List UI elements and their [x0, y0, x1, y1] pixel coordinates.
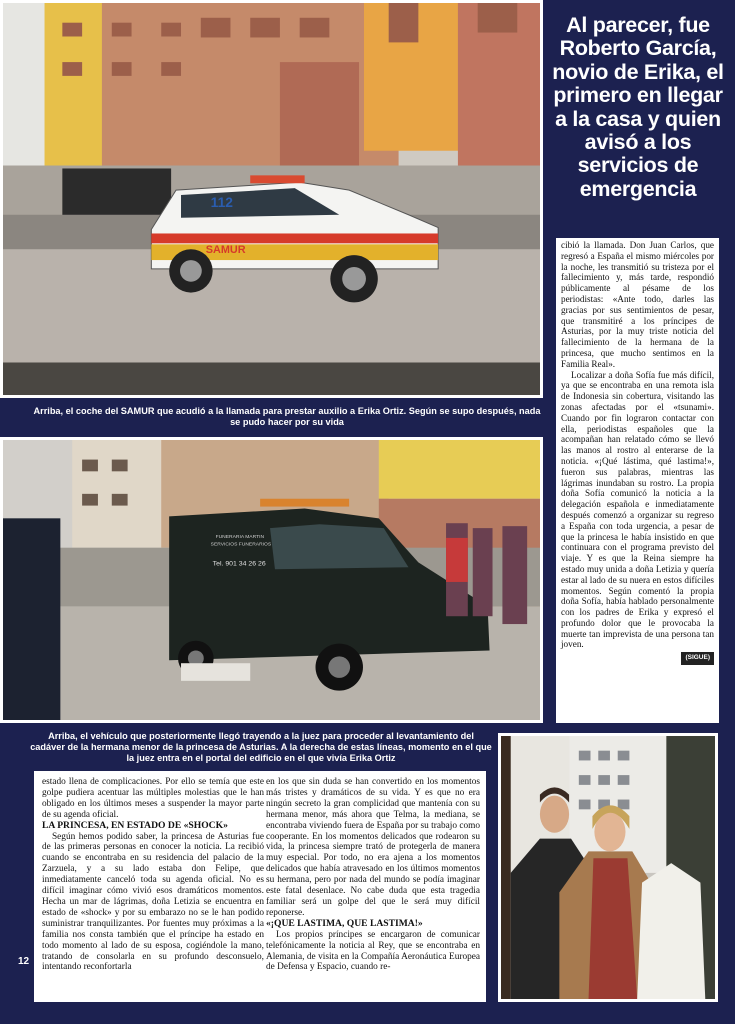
bottom-text-block — [34, 771, 486, 1002]
bottom-column-2 — [266, 777, 480, 973]
col2-paragraph-2: Los propios príncipes se encargaron de comunicar telefónicamente la noticia al Rey, que se encontraba en Alemania, de visita en la Compañía Aeronáutica Europea de Defensa y Espacio, cuando re- — [266, 929, 480, 973]
right-paragraph-1: cibió la llamada. Don Juan Carlos, que regresó a España el mismo miércoles por la noche, les transmitió su tristeza por el fallecimiento y, más tarde, respondió públicamente al pésame de los periodistas: «Ante todo, darles las gracias por sus sentimientos de pesar, que transmitiré a los príncipes de Asturias, por la muy triste noticia del fallecimiento de la hermana de la princesa, que mucho sentimos en la Familia Real». — [561, 240, 714, 369]
funeral-van-photo — [0, 437, 543, 723]
right-paragraph-2: Localizar a doña Sofía fue más difícil, ya que se encontraba en una remota isla de Indonesia sin cobertura, visitando las zonas afectadas por el «tsunami». Cuando por fin lograron contactar con ella, periodistas españoles que la acompañan han relatado cómo se llevó las manos al rostro al enterarse de la noticia. «¡Qué lástima, qué lastima!», fueron sus palabras, mientras las lágrimas inundaban su rostro. La propia doña Sofía comunicó la noticia a la delegación española e inmediatamente después comenzó a organizar su regreso a España con toda urgencia, a pesar de que la princesa le había insistido en que continuara con el programa previsto del viaje. Y es que la Reina siempre ha estado muy unida a doña Letizia y quería estar al lado de su nuera en estos difíciles momentos. Según comentó la propia doña Sofía, había hablado personalmente con los padres de Erika y expresó el profundo dolor que le provocaba la muerte tan imprevista de una persona tan joven. — [561, 369, 714, 650]
col2-paragraph-1: en los que sin duda se han convertido en los momentos más tristes y dramáticos de su vida. Y es que no era ningún secreto la gran complicidad que mantenía con su hermana menor, más ahora que Telma, la mediana, se encontraba viviendo fuera de España por su trabajo como cooperante. En los momentos delicados que rodearon su vida, la princesa siempre trató de protegerla de manera muy especial. Por todo, no era ajena a los momentos delicados que había atravesado en los últimos momentos su hermana, pero por nada del mundo se podía imaginar este fatal desenlace. No cabe duda que esta tragedia familiar será un golpe del que le será muy difícil reponerse. — [266, 777, 480, 918]
van-text-1: FUNERARIA MARTIN — [215, 534, 265, 540]
samur-car-photo — [0, 0, 543, 398]
col1-subhead: LA PRINCESA, EN ESTADO DE «SHOCK» — [42, 819, 228, 831]
col1-paragraph-2: Según hemos podido saber, la princesa de Asturias fue de las primeras personas en conocer la noticia. La recibió cuando se encontraba en su residencia del palacio de la Zarzuela, y a su lado estaba don Felipe, que inmediatamente canceló toda su agenda oficial. No es difícil imaginar cómo vivió esos dramáticos momentos. Hecha un mar de lágrimas, doña Letizia se encuentra en estado de «shock» y por su embarazo no se le han podido suministrar tranquilizantes. Por fuentes muy próximas a la familia nos consta también que el príncipe ha estado en todo momento al lado de su esposa, cogiéndole la mano, tratando de consolarla en su profundo desconsuelo, intentando reconfortarla — [42, 831, 264, 973]
caption-top: Arriba, el coche del SAMUR que acudió a la llamada para prestar auxilio a Erika Ortiz. Según se supo después, nada se pudo hacer por su vida — [33, 406, 541, 427]
van-text-2: SERVICIOS FUNERARIOS — [210, 542, 272, 548]
caption-middle: Arriba, el vehículo que posteriormente llegó trayendo a la juez para proceder al levantamiento del cadáver de la hermana menor de la princesa de Asturias. A la derecha de estas líneas, momento en el que la juez entra en el portal del edificio en el que vivía Erika Ortiz — [30, 731, 492, 763]
bottom-column-1 — [42, 777, 264, 973]
col1-paragraph-1: estado llena de complicaciones. Por ello se temía que este golpe pudiera acentuar las múltiples molestias que le han obligado en los últimos meses a suspender la mayor parte de su agenda oficial. — [42, 777, 264, 820]
judge-entering-photo — [498, 733, 718, 1002]
samur-side-label: SAMUR — [205, 244, 246, 257]
page-number: 12 — [18, 956, 30, 967]
sigue-badge: (SIGUE) — [681, 652, 714, 665]
right-text-column — [556, 238, 719, 723]
headline: Al parecer, fue Roberto García, novio de Erika, el primero en llegar a la casa y quien avisó a los servicios de emergencia — [552, 13, 724, 201]
col2-subhead: «¡QUE LASTIMA, QUE LASTIMA!» — [266, 917, 423, 929]
van-phone: Tel. 901 34 26 26 — [212, 560, 266, 568]
samur-roof-number: 112 — [210, 193, 233, 210]
